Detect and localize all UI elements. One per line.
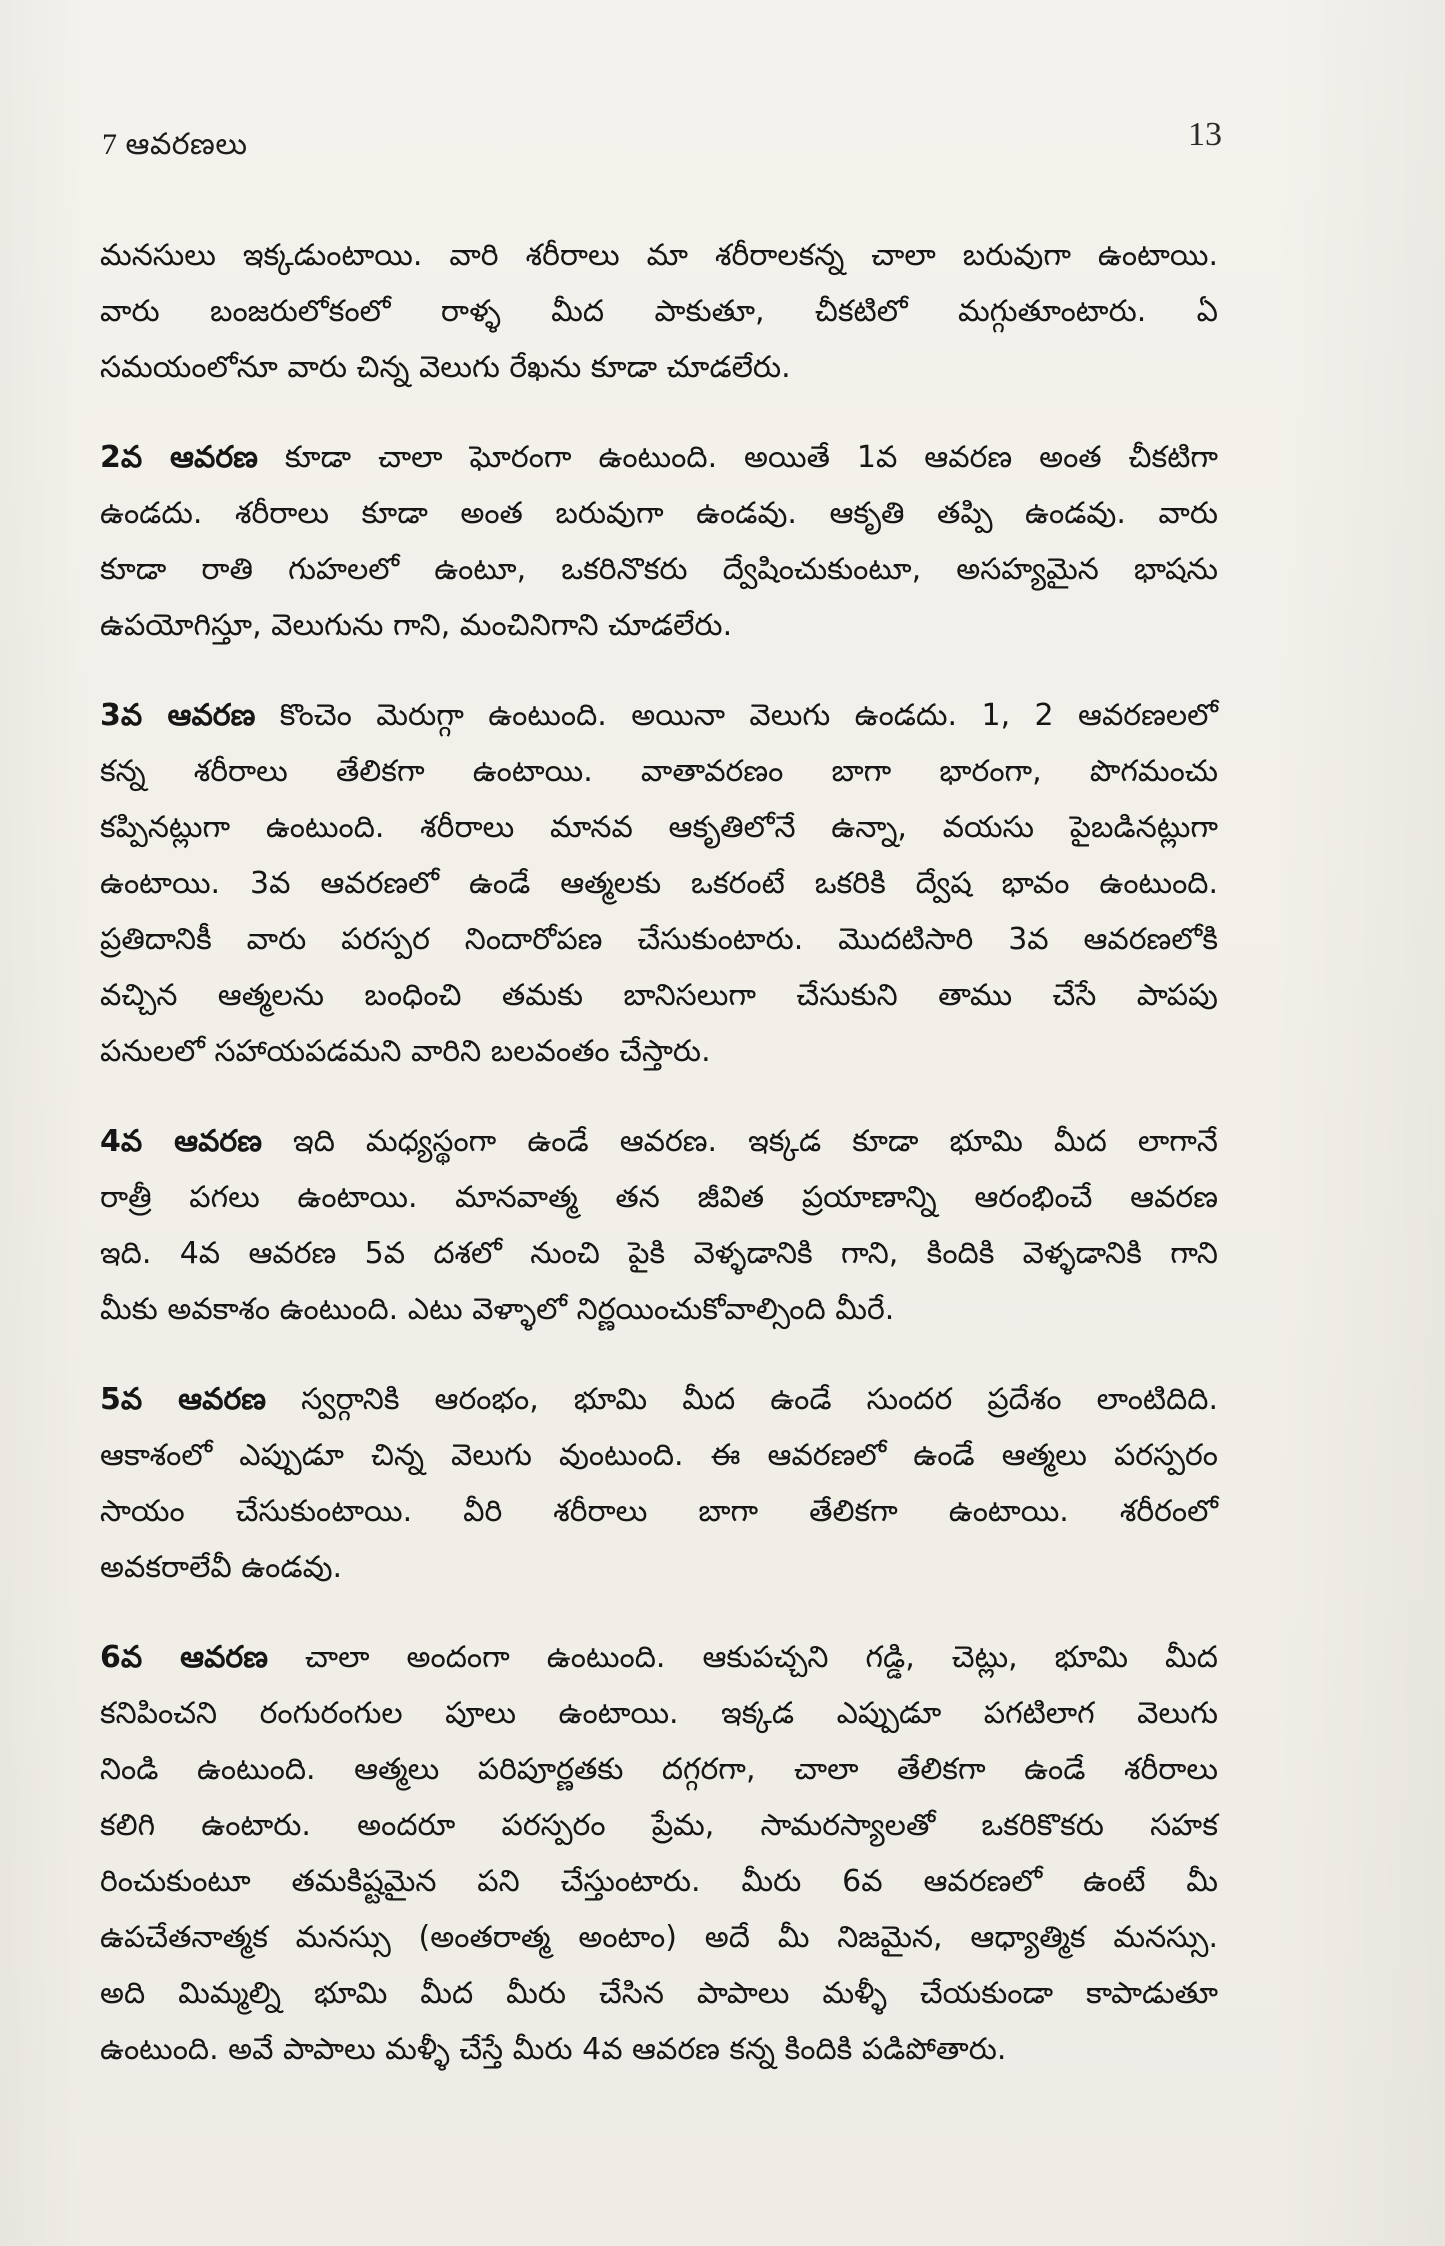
text-line-rest: చాలా అందంగా ఉంటుంది. ఆకుపచ్చని గడ్డి, చెట్లు, భూమి మీద [267, 1640, 1218, 1675]
text-line [100, 1372, 1218, 1428]
text-line: మనసులు ఇక్కడుంటాయి. వారి శరీరాలు మా శరీరాలకన్న చాలా బరువుగా ఉంటాయి. [100, 238, 1218, 273]
text-line-rest: కొంచెం మెరుగ్గా ఉంటుంది. అయినా వెలుగు ఉండదు. 1, 2 ఆవరణలలో [255, 698, 1218, 733]
page-number: 13 [1188, 116, 1222, 153]
text-line: రాత్రీ పగలు ఉంటాయి. మానవాత్మ తన జీవిత ప్రయాణాన్ని ఆరంభించే ఆవరణ [100, 1180, 1218, 1215]
text-line: అది మిమ్మల్ని భూమి మీద మీరు చేసిన పాపాలు మళ్ళీ చేయకుండా కాపాడుతూ [100, 1976, 1218, 2011]
running-head-title: 7 ఆవరణలు [102, 128, 248, 161]
text-line [100, 688, 1218, 744]
text-line: కూడా రాతి గుహలలో ఉంటూ, ఒకరినొకరు ద్వేషించుకుంటూ, అసహ్యమైన భాషను [100, 552, 1218, 587]
paragraph-lead: 6వ ఆవరణ [100, 1640, 268, 1675]
text-line: సమయంలోనూ వారు చిన్న వెలుగు రేఖను కూడా చూడలేరు. [100, 350, 791, 385]
text-line: ఉపయోగిస్తూ, వెలుగును గాని, మంచినిగాని చూడలేరు. [100, 608, 733, 643]
text-line: కన్న శరీరాలు తేలికగా ఉంటాయి. వాతావరణం బాగా భారంగా, పొగమంచు [100, 754, 1218, 789]
paragraph-lead: 4వ ఆవరణ [100, 1124, 262, 1159]
text-line: ఉంటాయి. 3వ ఆవరణలో ఉండే ఆత్మలకు ఒకరంటే ఒకరికి ద్వేష భావం ఉంటుంది. [100, 866, 1218, 901]
text-line: కనిపించని రంగురంగుల పూలు ఉంటాయి. ఇక్కడ ఎప్పుడూ పగటిలాగ వెలుగు [100, 1696, 1218, 1731]
paragraph-lead: 5వ ఆవరణ [100, 1382, 267, 1417]
text-line [100, 1630, 1218, 1686]
body-text [100, 228, 1218, 2112]
text-line: అవకరాలేవీ ఉండవు. [100, 1550, 343, 1585]
paragraph-enclosure-4 [100, 1114, 1218, 1338]
text-line-rest: కూడా చాలా ఘోరంగా ఉంటుంది. అయితే 1వ ఆవరణ అంత చీకటిగా [257, 440, 1218, 475]
text-line [100, 1114, 1218, 1170]
paragraph-enclosure-3 [100, 688, 1218, 1080]
text-line: సాయం చేసుకుంటాయి. వీరి శరీరాలు బాగా తేలికగా ఉంటాయి. శరీరంలో [100, 1494, 1218, 1529]
text-line: ఉపచేతనాత్మక మనస్సు (అంతరాత్మ అంటాం) అదే మీ నిజమైన, ఆధ్యాత్మిక మనస్సు. [100, 1920, 1218, 1955]
paragraph-lead: 2వ ఆవరణ [100, 440, 258, 475]
text-line: ఆకాశంలో ఎప్పుడూ చిన్న వెలుగు వుంటుంది. ఈ ఆవరణలో ఉండే ఆత్మలు పరస్పరం [100, 1438, 1218, 1473]
text-line: కలిగి ఉంటారు. అందరూ పరస్పరం ప్రేమ, సామరస్యాలతో ఒకరికొకరు సహక [100, 1808, 1218, 1843]
text-line: కప్పినట్లుగా ఉంటుంది. శరీరాలు మానవ ఆకృతిలోనే ఉన్నా, వయసు పైబడినట్లుగా [100, 810, 1218, 845]
text-line: నిండి ఉంటుంది. ఆత్మలు పరిపూర్ణతకు దగ్గరగా, చాలా తేలికగా ఉండే శరీరాలు [100, 1752, 1218, 1787]
text-line: ఉంటుంది. అవే పాపాలు మళ్ళీ చేస్తే మీరు 4వ ఆవరణ కన్న కిందికి పడిపోతారు. [100, 2032, 1007, 2067]
text-line: రించుకుంటూ తమకిష్టమైన పని చేస్తుంటారు. మీరు 6వ ఆవరణలో ఉంటే మీ [100, 1864, 1218, 1899]
paragraph-continuation [100, 228, 1218, 396]
text-line: ప్రతిదానికీ వారు పరస్పర నిందారోపణ చేసుకుంటారు. మొదటిసారి 3వ ఆవరణలోకి [100, 922, 1218, 957]
text-line-rest: స్వర్గానికి ఆరంభం, భూమి మీద ఉండే సుందర ప్రదేశం లాంటిదిది. [266, 1382, 1218, 1417]
text-line: ఉండదు. శరీరాలు కూడా అంత బరువుగా ఉండవు. ఆకృతి తప్పి ఉండవు. వారు [100, 496, 1218, 531]
text-line: పనులలో సహాయపడమని వారిని బలవంతం చేస్తారు. [100, 1034, 711, 1069]
text-line: మీకు అవకాశం ఉంటుంది. ఎటు వెళ్ళాలో నిర్ణయించుకోవాల్సింది మీరే. [100, 1292, 895, 1327]
paragraph-enclosure-2 [100, 430, 1218, 654]
text-line: వారు బంజరులోకంలో రాళ్ళ మీద పాకుతూ, చీకటిలో మగ్గుతూంటారు. ఏ [100, 294, 1218, 329]
text-line: ఇది. 4వ ఆవరణ 5వ దశలో నుంచి పైకి వెళ్ళడానికి గాని, కిందికి వెళ్ళడానికి గాని [100, 1236, 1218, 1271]
text-line: వచ్చిన ఆత్మలను బంధించి తమకు బానిసలుగా చేసుకుని తాము చేసే పాపపు [100, 978, 1218, 1013]
paragraph-enclosure-6 [100, 1630, 1218, 2078]
text-line-rest: ఇది మధ్యస్థంగా ఉండే ఆవరణ. ఇక్కడ కూడా భూమి మీద లాగానే [262, 1124, 1218, 1159]
text-line [100, 430, 1218, 486]
paragraph-enclosure-5 [100, 1372, 1218, 1596]
paragraph-lead: 3వ ఆవరణ [100, 698, 256, 733]
